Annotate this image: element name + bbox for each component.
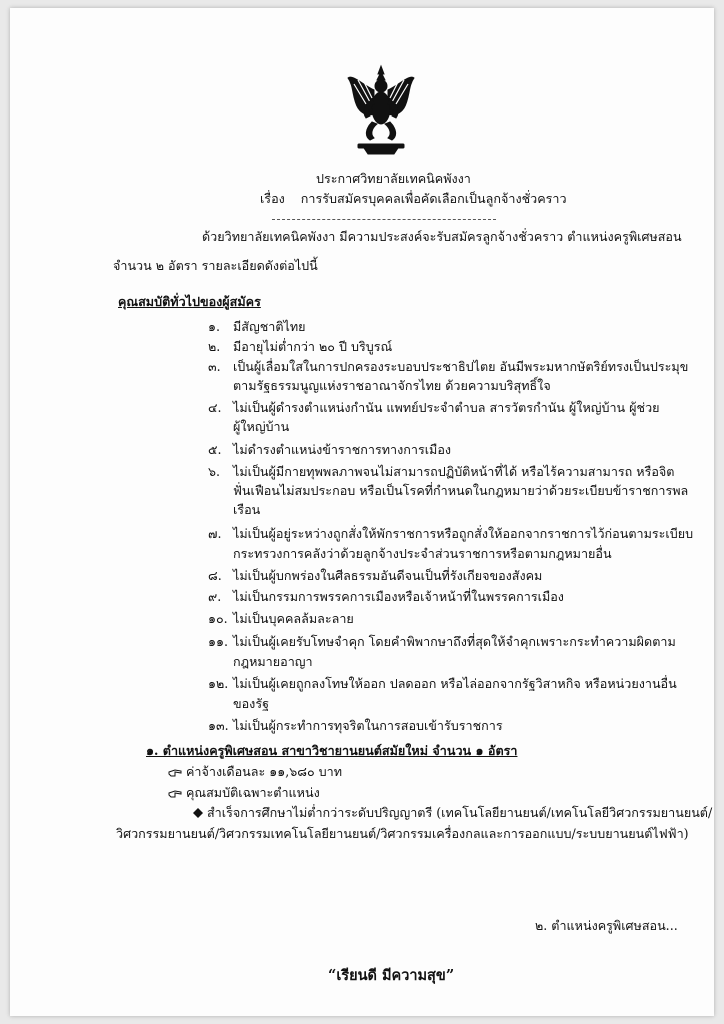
list-item-continued: เรือน: [233, 502, 261, 517]
list-item: เป็นผู้เลื่อมใสในการปกครองระบอบประชาธิปไตย อันมีพระมหากษัตริย์ทรงเป็นประมุข: [233, 359, 689, 374]
specific-qualification-label: คุณสมบัติเฉพาะตำแหน่ง: [186, 785, 320, 800]
continued-marker: ๒. ตำแหน่งครูพิเศษสอน...: [535, 918, 678, 933]
item-number: ๓.: [208, 359, 221, 374]
item-number: ๗.: [208, 526, 222, 541]
document-page: [10, 8, 714, 1016]
title-divider: [272, 219, 496, 220]
list-item-continued: ฟั่นเฟือนไม่สมประกอบ หรือเป็นโรคที่กำหนดในกฎหมายว่าด้วยระเบียบข้าราชการพล: [233, 483, 689, 498]
item-number: ๑๒.: [208, 676, 229, 691]
item-number: ๔.: [208, 400, 222, 415]
item-number: ๖.: [208, 464, 220, 479]
salary-text: ค่าจ้างเดือนละ ๑๑,๖๘๐ บาท: [186, 764, 342, 779]
list-item: ไม่เป็นผู้บกพร่องในศีลธรรมอันดีจนเป็นที่รังเกียจของสังคม: [233, 568, 543, 583]
list-item-continued: ผู้ใหญ่บ้าน: [233, 419, 290, 434]
signoff-slogan: “เรียนดี มีความสุข”: [328, 967, 455, 984]
list-item-continued: ของรัฐ: [233, 696, 270, 711]
item-number: ๑.: [208, 319, 220, 334]
education-line-2: วิศวกรรมยานยนต์/วิศวกรรมเทคโนโลยียานยนต์/วิศวกรรมเครื่องกลและการออกแบบ/ระบบยานยนต์ไฟฟ้า): [116, 826, 689, 841]
announcement-title: ประกาศวิทยาลัยเทคนิคพังงา: [316, 171, 471, 186]
list-item-continued: กฎหมายอาญา: [233, 654, 313, 669]
list-item-continued: ตามรัฐธรรมนูญแห่งราชอาณาจักรไทย ด้วยความบริสุทธิ์ใจ: [233, 378, 551, 393]
list-item: ไม่เป็นผู้มีกายทุพพลภาพจนไม่สามารถปฏิบัติหน้าที่ได้ หรือไร้ความสามารถ หรือจิต: [233, 464, 675, 479]
subject-text: การรับสมัครบุคคลเพื่อคัดเลือกเป็นลูกจ้างชั่วคราว: [300, 191, 567, 206]
list-item: ไม่เป็นผู้ดำรงตำแหน่งกำนัน แพทย์ประจำตำบล สารวัตรกำนัน ผู้ใหญ่บ้าน ผู้ช่วย: [233, 400, 660, 415]
list-item: ไม่เป็นผู้เคยถูกลงโทษให้ออก ปลดออก หรือไล่ออกจากรัฐวิสาหกิจ หรือหน่วยงานอื่น: [233, 676, 677, 691]
list-item: ไม่เป็นผู้เคยรับโทษจำคุก โดยคำพิพากษาถึงที่สุดให้จำคุกเพราะกระทำความผิดตาม: [233, 634, 676, 649]
list-item: ไม่เป็นกรรมการพรรคการเมืองหรือเจ้าหน้าที่ในพรรคการเมือง: [233, 589, 564, 604]
subject-label: เรื่อง: [260, 191, 285, 206]
list-item: ไม่เป็นบุคคลล้มละลาย: [233, 611, 354, 626]
list-item: ไม่เป็นผู้อยู่ระหว่างถูกสั่งให้พักราชการหรือถูกสั่งให้ออกจากราชการไว้ก่อนตามระเบียบ: [233, 526, 694, 541]
item-number: ๙.: [208, 589, 222, 604]
item-number: ๕.: [208, 442, 222, 457]
item-number: ๑๓.: [208, 718, 229, 733]
item-number: ๑๑.: [208, 634, 228, 649]
list-item: ไม่ดำรงตำแหน่งข้าราชการทางการเมือง: [233, 442, 452, 457]
intro-line-1: ด้วยวิทยาลัยเทคนิคพังงา มีความประสงค์จะรับสมัครลูกจ้างชั่วคราว ตำแหน่งครูพิเศษสอน: [202, 229, 682, 244]
item-number: ๑๐.: [208, 611, 228, 626]
list-item: ไม่เป็นผู้กระทำการทุจริตในการสอบเข้ารับราชการ: [233, 718, 503, 733]
pointing-hand-icon: [168, 766, 182, 778]
diamond-bullet: [193, 808, 203, 818]
item-number: ๒.: [208, 339, 221, 354]
qualifications-heading: คุณสมบัติทั่วไปของผู้สมัคร: [118, 294, 261, 309]
list-item: มีอายุไม่ต่ำกว่า ๒๐ ปี บริบูรณ์: [233, 339, 393, 354]
education-line-1: สำเร็จการศึกษาไม่ต่ำกว่าระดับปริญญาตรี (เทคโนโลยียานยนต์/เทคโนโลยีวิศวกรรมยานยนต์/: [207, 805, 713, 820]
garuda-emblem: [344, 64, 418, 156]
announcement-subject: [260, 191, 567, 207]
list-item-continued: กระทรวงการคลังว่าด้วยลูกจ้างประจำส่วนราชการหรือตามกฎหมายอื่น: [233, 546, 612, 561]
item-number: ๘.: [208, 568, 222, 583]
intro-line-2: จำนวน ๒ อัตรา รายละเอียดดังต่อไปนี้: [113, 258, 318, 273]
pointing-hand-icon: [168, 787, 182, 799]
list-item: มีสัญชาติไทย: [233, 319, 306, 334]
position-heading: ๑. ตำแหน่งครูพิเศษสอน สาขาวิชายานยนต์สมัยใหม่ จำนวน ๑ อัตรา: [146, 743, 518, 758]
